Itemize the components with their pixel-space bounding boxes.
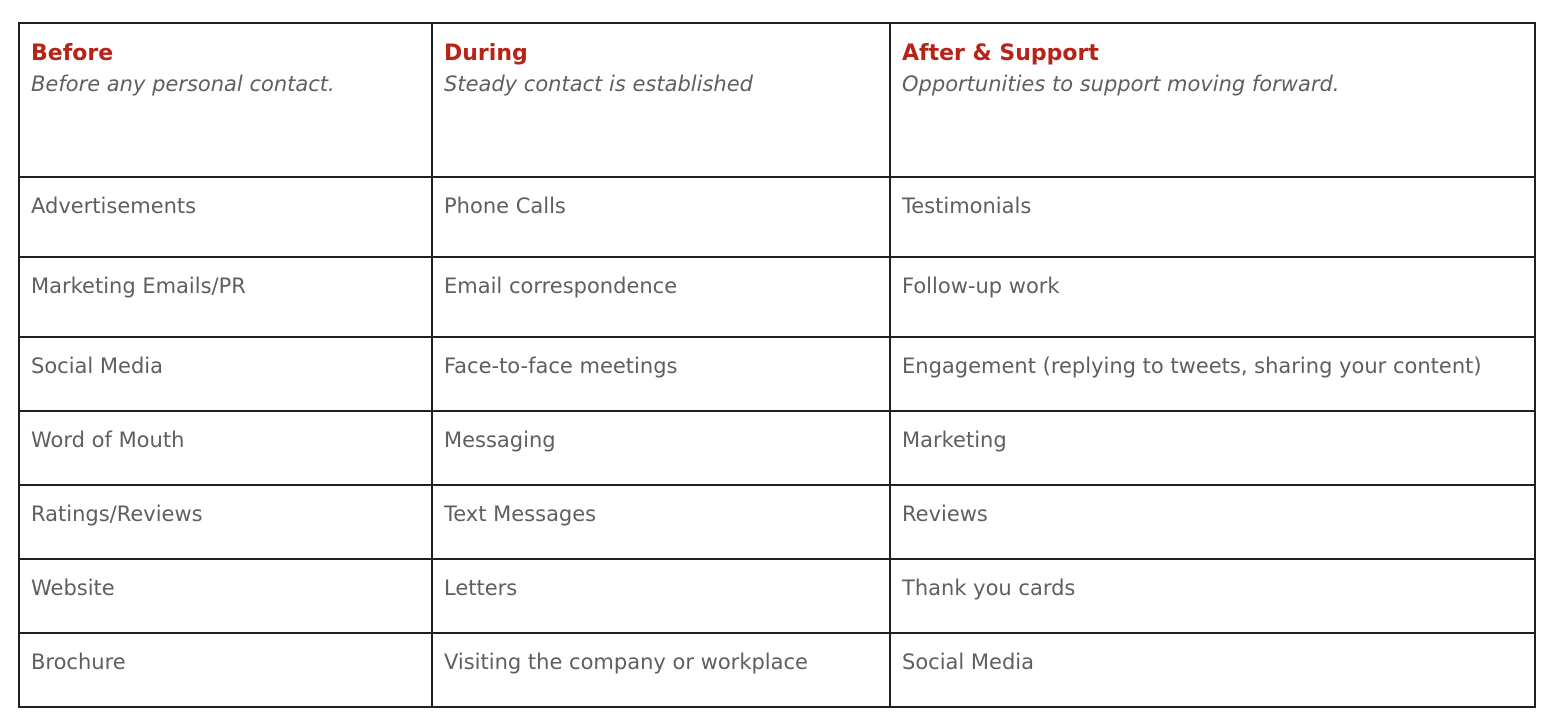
table-cell: Visiting the company or workplace [432, 633, 890, 707]
table-cell: Text Messages [432, 485, 890, 559]
header-title: Before [31, 41, 114, 66]
table-row [19, 633, 1535, 707]
table-cell: Email correspondence [432, 257, 890, 337]
header-title: During [444, 41, 528, 66]
table-cell: Marketing [890, 411, 1535, 485]
table-row [19, 411, 1535, 485]
table-cell: Phone Calls [432, 177, 890, 257]
header-cell-before [19, 23, 432, 177]
header-subtitle: Steady contact is established [444, 72, 753, 96]
table-cell: Letters [432, 559, 890, 633]
table-cell: Messaging [432, 411, 890, 485]
customer-touchpoint-table [18, 22, 1536, 708]
table-cell: Thank you cards [890, 559, 1535, 633]
table-cell: Advertisements [19, 177, 432, 257]
table-row [19, 485, 1535, 559]
table-cell: Social Media [19, 337, 432, 411]
header-title: After & Support [902, 41, 1099, 66]
table-cell: Word of Mouth [19, 411, 432, 485]
table-row [19, 337, 1535, 411]
header-cell-during [432, 23, 890, 177]
table-row [19, 177, 1535, 257]
table-row [19, 559, 1535, 633]
table-cell: Ratings/Reviews [19, 485, 432, 559]
header-cell-after-support [890, 23, 1535, 177]
header-subtitle: Before any personal contact. [31, 72, 335, 96]
table-cell: Brochure [19, 633, 432, 707]
table-cell: Social Media [890, 633, 1535, 707]
table-cell: Face-to-face meetings [432, 337, 890, 411]
table-cell: Engagement (replying to tweets, sharing your content) [890, 337, 1535, 411]
table-cell: Marketing Emails/PR [19, 257, 432, 337]
table-cell: Reviews [890, 485, 1535, 559]
header-row [19, 23, 1535, 177]
header-subtitle: Opportunities to support moving forward. [902, 72, 1340, 96]
table-cell: Website [19, 559, 432, 633]
table-cell: Testimonials [890, 177, 1535, 257]
table-cell: Follow-up work [890, 257, 1535, 337]
table-row [19, 257, 1535, 337]
